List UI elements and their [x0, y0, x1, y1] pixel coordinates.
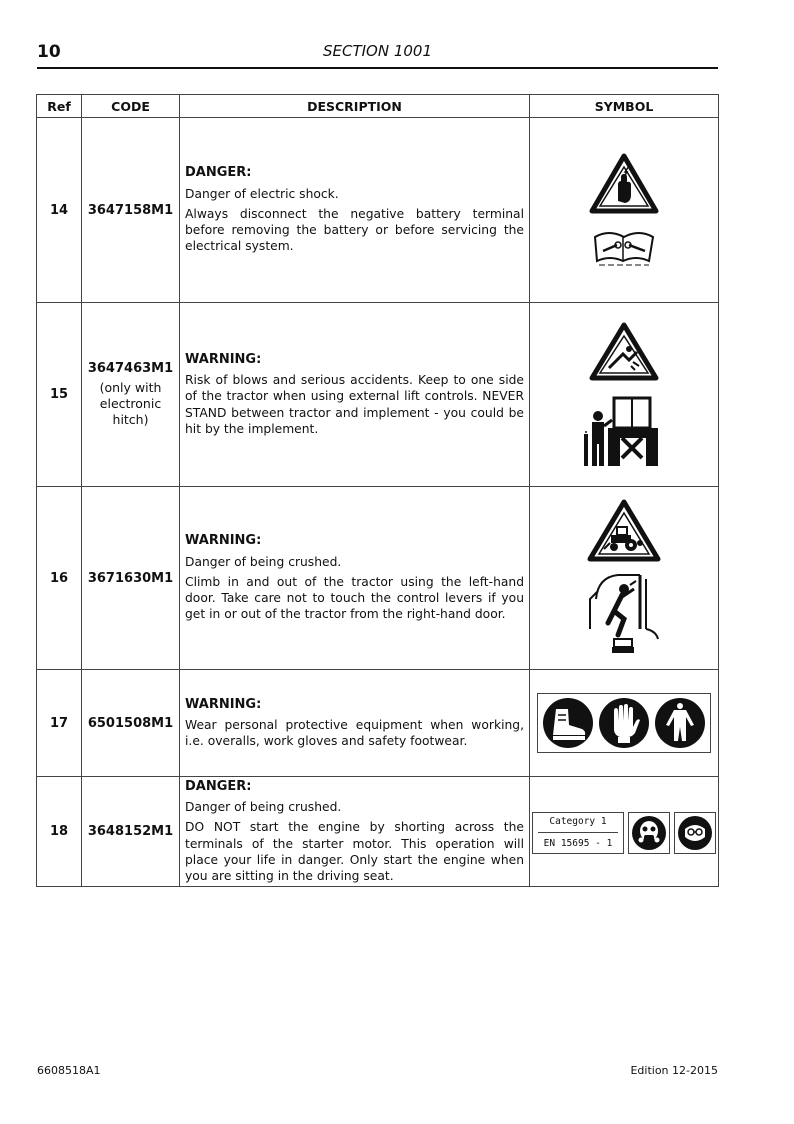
column-header-code: CODE	[82, 95, 180, 118]
code-cell	[82, 118, 180, 303]
table-row	[37, 487, 719, 670]
table-row	[37, 303, 719, 487]
ref-cell: 15	[37, 303, 82, 487]
code-cell	[82, 487, 180, 670]
ref-cell: 14	[37, 118, 82, 303]
category-line: Category 1	[549, 816, 607, 828]
hazard-title: WARNING:	[185, 351, 262, 367]
category-label	[532, 812, 624, 854]
hazard-title: WARNING:	[185, 696, 262, 712]
hazard-subtitle: Danger of electric shock.	[185, 186, 339, 201]
face-shield-frame	[674, 812, 716, 854]
decal-table	[36, 94, 719, 887]
symbol-cell	[530, 487, 719, 670]
document-number: 6608518A1	[37, 1064, 101, 1077]
description-cell	[180, 777, 530, 887]
part-code: 3671630M1	[87, 570, 174, 586]
table-row	[37, 777, 719, 887]
symbol-cell	[530, 303, 719, 487]
hazard-text: Wear personal protective equipment when working, i.e. overalls, work gloves and safety footwear.	[185, 717, 524, 749]
tractor-crush-warning-icon	[587, 499, 661, 563]
column-header-ref: Ref	[37, 95, 82, 118]
code-cell	[82, 670, 180, 777]
edition-label: Edition 12-2015	[630, 1064, 718, 1077]
code-cell	[82, 777, 180, 887]
safety-boot-icon	[542, 697, 594, 749]
symbol-cell	[530, 118, 719, 303]
ref-cell: 17	[37, 670, 82, 777]
hazard-subtitle: Danger of being crushed.	[185, 800, 342, 815]
code-cell	[82, 303, 180, 487]
page-number: 10	[37, 42, 61, 62]
page-header	[37, 40, 718, 69]
hazard-title: DANGER:	[185, 778, 252, 794]
respirator-mask-icon	[631, 815, 667, 851]
part-code: 3647463M1	[87, 361, 174, 376]
column-header-description: DESCRIPTION	[180, 95, 530, 118]
hazard-subtitle: Danger of being crushed.	[185, 554, 342, 569]
ref-cell: 16	[37, 487, 82, 670]
part-code: 3647158M1	[87, 202, 174, 218]
cab-exit-icon	[584, 569, 664, 657]
stand-aside-of-tractor-icon	[584, 392, 664, 468]
category-decal	[532, 812, 716, 854]
read-manual-icon	[589, 225, 659, 267]
hazard-text: DO NOT start the engine by shorting across the terminals of the starter motor. This operation will place your life in danger. Only start the engine when you are sitting in the driving seat.	[185, 820, 524, 883]
standard-line: EN 15695 - 1	[543, 838, 613, 850]
description-cell	[180, 118, 530, 303]
symbol-cell	[530, 670, 719, 777]
part-code: 6501508M1	[87, 715, 174, 731]
respirator-frame	[628, 812, 670, 854]
table-row	[37, 118, 719, 303]
electric-shock-warning-icon	[589, 153, 659, 215]
table-header-row	[37, 95, 719, 118]
hazard-text: Climb in and out of the tractor using the left-hand door. Take care not to touch the control levers if you get in or out of the tractor from the right-hand door.	[185, 574, 524, 622]
description-cell	[180, 303, 530, 487]
hazard-text: Risk of blows and serious accidents. Keep to one side of the tractor when using external lift controls. NEVER STAND between tractor and implement - you could be hit by the implement.	[185, 373, 524, 436]
code-note: (only with electronic hitch)	[99, 380, 162, 427]
hazard-text: Always disconnect the negative battery terminal before removing the battery or before servicing the electrical system.	[185, 206, 524, 254]
ppe-decal	[537, 693, 711, 753]
glove-icon	[598, 697, 650, 749]
impact-hazard-warning-icon	[589, 322, 659, 382]
face-shield-icon	[677, 815, 713, 851]
table-row	[37, 670, 719, 777]
section-title: SECTION 1001	[322, 42, 433, 60]
hazard-title: WARNING:	[185, 533, 262, 549]
description-cell	[180, 487, 530, 670]
description-cell	[180, 670, 530, 777]
ref-cell: 18	[37, 777, 82, 887]
symbol-cell	[530, 777, 719, 887]
part-code: 3648152M1	[87, 824, 174, 839]
column-header-symbol: SYMBOL	[530, 95, 719, 118]
hazard-title: DANGER:	[185, 165, 252, 181]
overalls-icon	[654, 697, 706, 749]
